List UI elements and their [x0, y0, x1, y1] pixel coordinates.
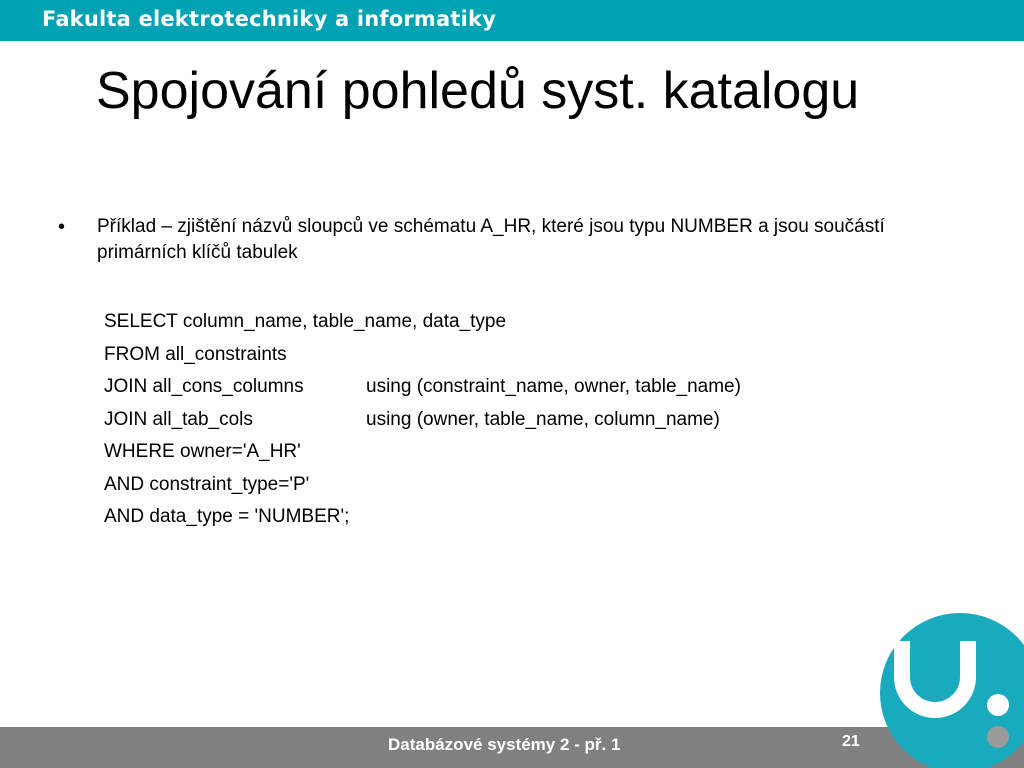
bullet-text: Příklad – zjištění názvů sloupců ve schématu A_HR, které jsou typu NUMBER a jsou součástí primárních klíčů tabulek [97, 216, 885, 263]
sql-clause: SELECT column_name, table_name, data_type [104, 311, 507, 332]
sql-clause: AND constraint_type='P' [104, 473, 310, 495]
footer-course-title: Databázové systémy 2 - př. 1 [388, 735, 621, 754]
page-number: 21 [842, 733, 860, 750]
sql-using: using (owner, table_name, column_name) [366, 408, 720, 430]
sql-clause: JOIN all_tab_cols [104, 408, 253, 430]
sql-using: using (constraint_name, owner, table_name) [366, 376, 741, 397]
sql-clause: WHERE owner='A_HR' [104, 441, 301, 462]
faculty-name: Fakulta elektrotechniky a informatiky [42, 7, 497, 31]
sql-clause: JOIN all_cons_columns [104, 376, 304, 397]
slide-title: Spojování pohledů syst. katalogu [96, 62, 860, 120]
sql-clause: FROM all_constraints [104, 343, 287, 365]
sql-clause: AND data_type = 'NUMBER'; [104, 506, 350, 527]
bullet-icon: • [58, 216, 66, 238]
university-u-logo-icon [880, 613, 1024, 768]
